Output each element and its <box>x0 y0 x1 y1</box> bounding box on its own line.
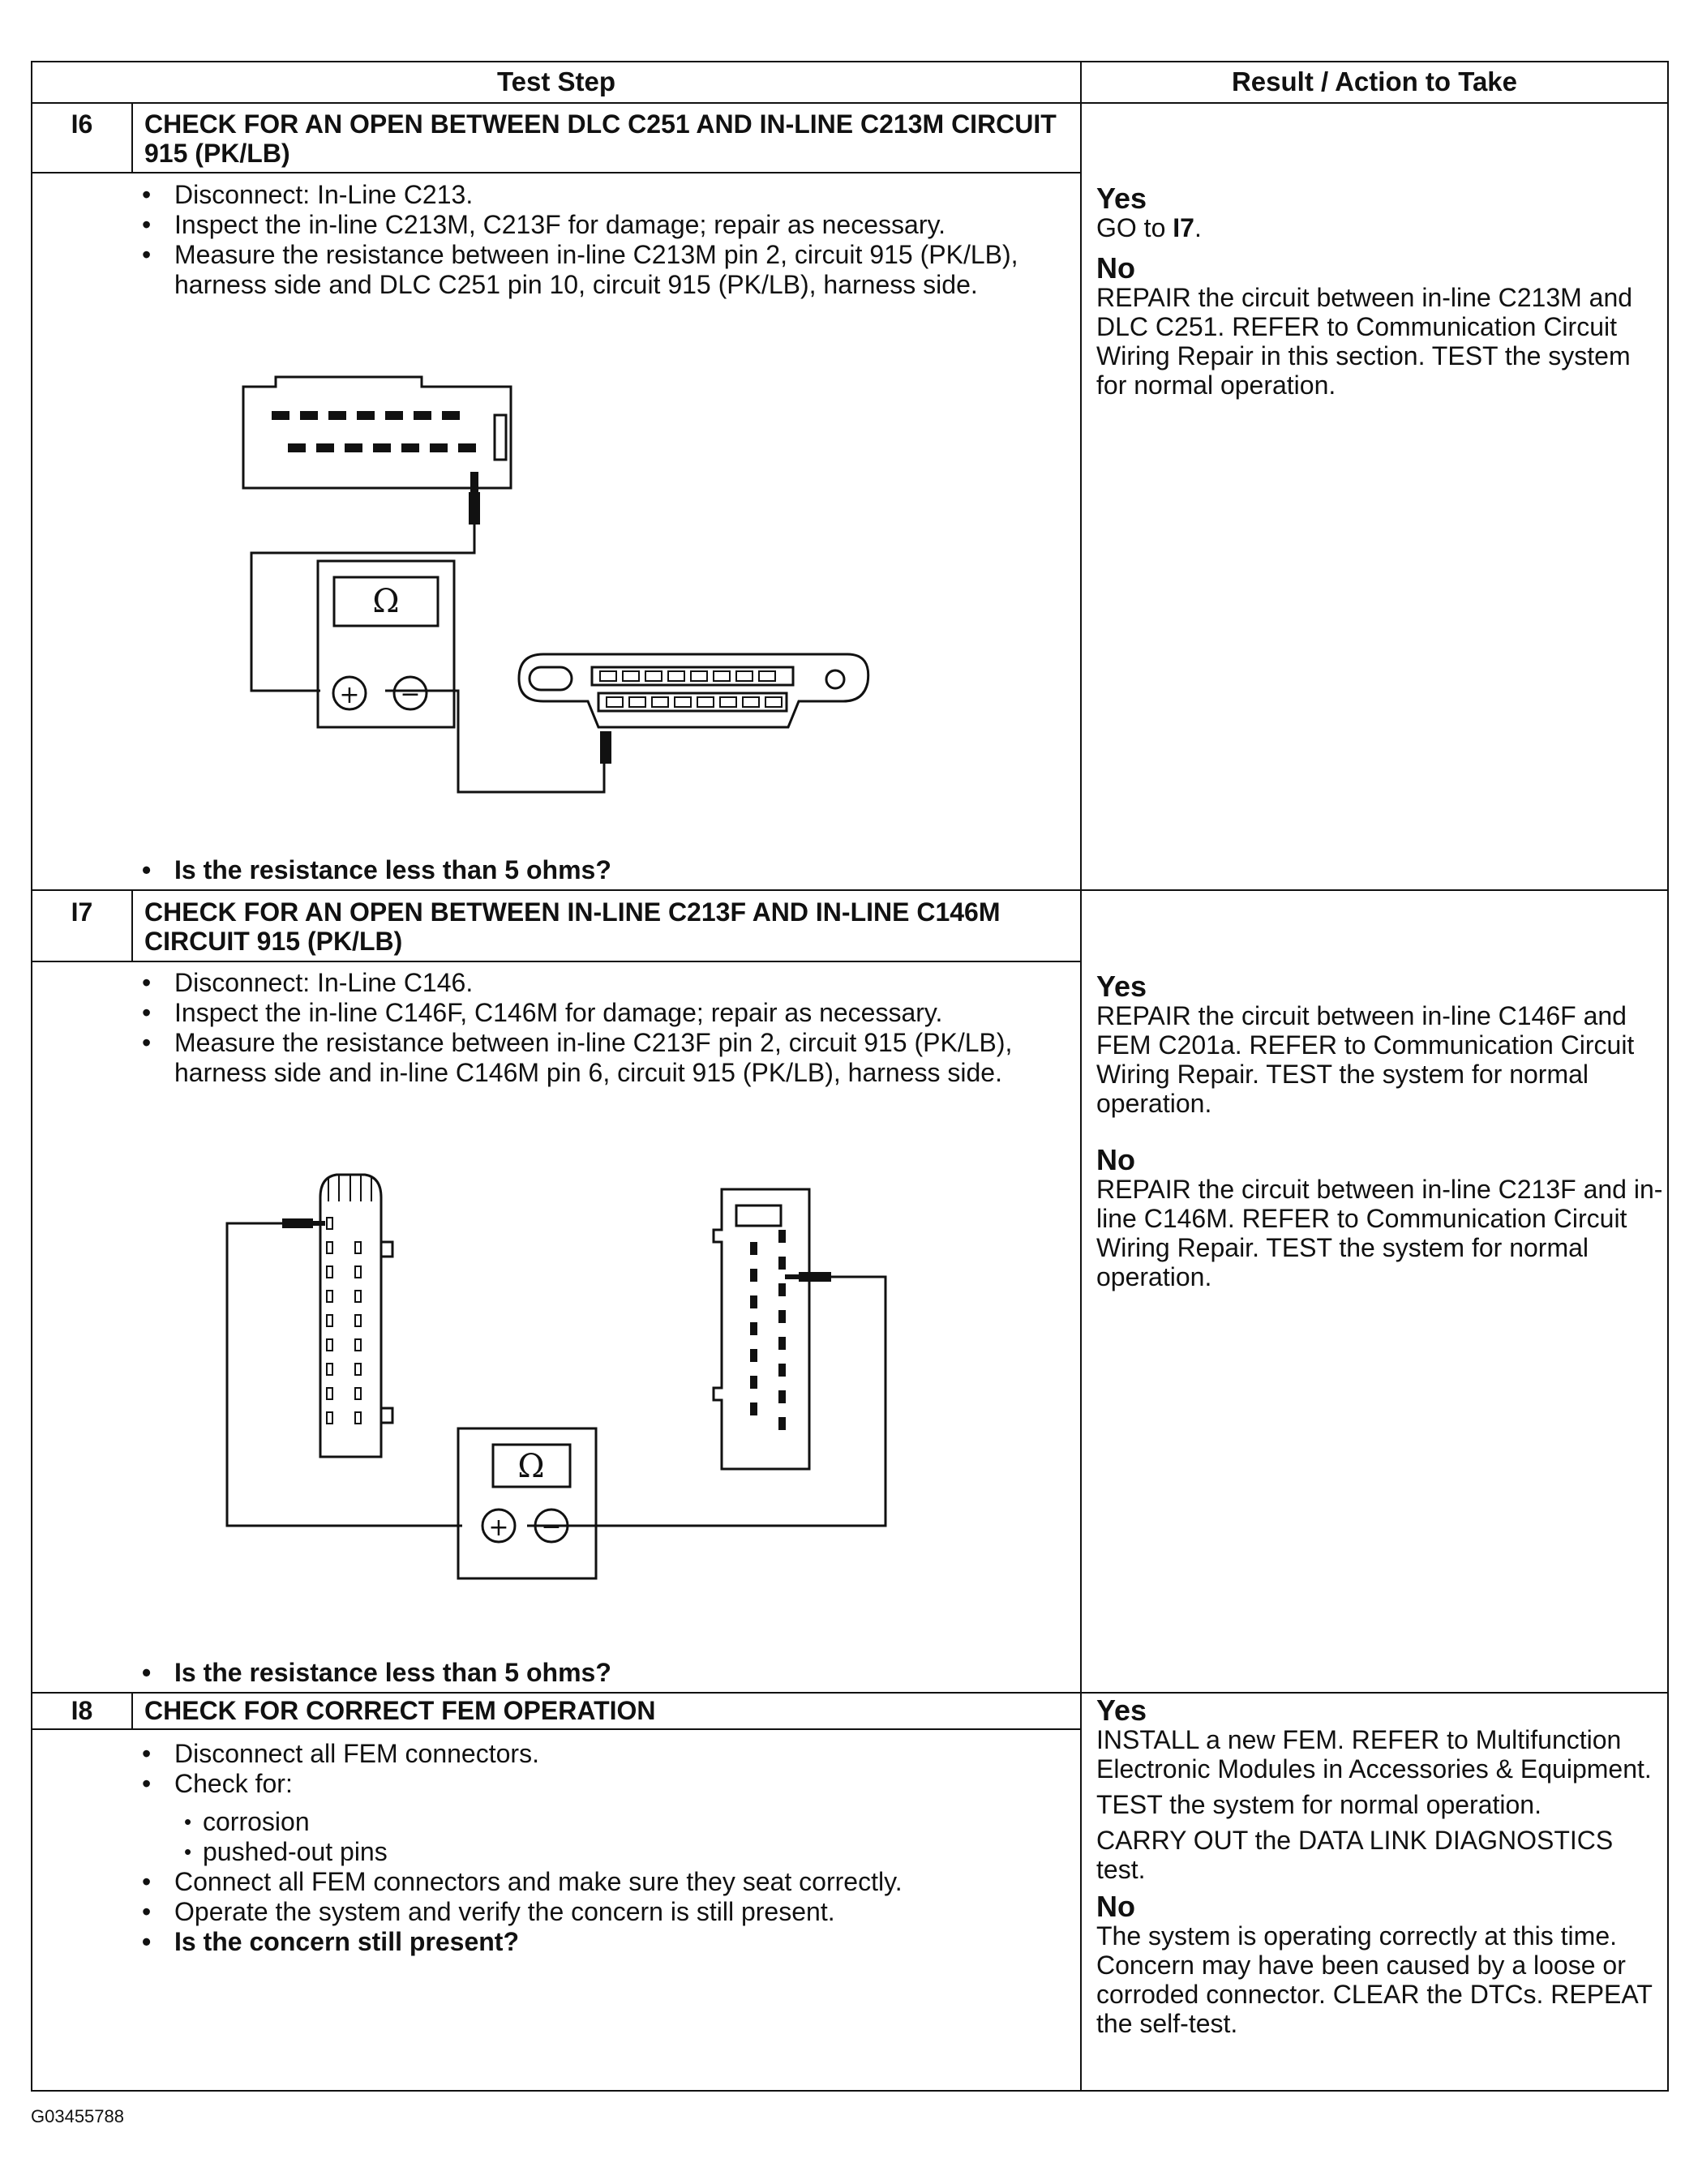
probe <box>799 1272 831 1282</box>
step-id: I6 <box>71 109 93 139</box>
c146m-pins <box>282 1218 831 1430</box>
row-divider <box>32 889 1667 891</box>
yes-action: CARRY OUT the DATA LINK DIAGNOSTICS test. <box>1096 1826 1614 1884</box>
instruction: • Disconnect: In-Line C146. <box>138 968 1111 998</box>
connector-c146m <box>714 1189 809 1469</box>
step-instructions <box>138 1739 1111 1957</box>
no-label: No <box>1096 1143 1135 1176</box>
check-list <box>174 1807 1111 1867</box>
instruction: • Connect all FEM connectors and make sure they seat correctly. <box>138 1867 1111 1897</box>
row-divider <box>32 1728 1080 1730</box>
minus-sign: − <box>400 680 421 709</box>
probe <box>282 1218 313 1228</box>
no-label: No <box>1096 1890 1135 1923</box>
c213m-pins <box>272 411 611 764</box>
id-divider <box>131 1692 133 1728</box>
figure-c213f-c146m-measurement <box>195 1165 924 1668</box>
connector-latch <box>381 1408 392 1423</box>
probe <box>600 731 611 764</box>
diagnostic-table <box>31 61 1669 2092</box>
instruction: • Disconnect: In-Line C213. <box>138 180 1111 210</box>
step-reference-link[interactable]: I7 <box>1173 213 1194 242</box>
row-divider <box>32 102 1667 104</box>
dlc-mount-hole <box>826 670 844 688</box>
step-question: • Is the resistance less than 5 ohms? <box>138 1658 1147 1688</box>
step-title: CHECK FOR AN OPEN BETWEEN DLC C251 AND IN-LINE C213M CIRCUIT 915 (PK/LB) <box>144 109 1057 168</box>
row-divider <box>32 172 1080 173</box>
wire-positive <box>251 516 474 691</box>
instruction <box>138 1769 1111 1867</box>
instruction: • Measure the resistance between in-line C213F pin 2, circuit 915 (PK/LB), harness side and in-line C146M pin 6, circuit 915 (PK/LB), harness side. <box>138 1028 1111 1088</box>
result-i6 <box>1096 184 1664 400</box>
no-action: REPAIR the circuit between in-line C213M and DLC C251. REFER to Communication Circuit Wiring Repair in this section. TEST the system for normal operation. <box>1096 283 1633 400</box>
ohm-symbol: Ω <box>372 583 400 620</box>
step-instructions <box>138 180 1111 300</box>
probe <box>469 492 480 525</box>
step-question: • Is the concern still present? <box>138 1927 1111 1957</box>
yes-action <box>1096 213 1664 242</box>
id-divider <box>131 102 133 172</box>
dlc-mount-slot <box>530 667 572 690</box>
yes-label: Yes <box>1096 182 1147 215</box>
instruction: • Inspect the in-line C146F, C146M for damage; repair as necessary. <box>138 998 1111 1028</box>
wire-positive <box>227 1223 462 1526</box>
yes-label: Yes <box>1096 1694 1147 1727</box>
connector-key <box>736 1205 781 1226</box>
step-id: I8 <box>71 1696 93 1725</box>
result-i8 <box>1096 1696 1664 2038</box>
plus-sign: + <box>488 1514 509 1542</box>
row-divider <box>32 961 1080 962</box>
instruction: • Disconnect all FEM connectors. <box>138 1739 1111 1769</box>
instruction: • Operate the system and verify the concern is still present. <box>138 1897 1111 1927</box>
no-label: No <box>1096 251 1135 285</box>
wire-negative <box>527 1277 885 1526</box>
no-action: REPAIR the circuit between in-line C213F and in-line C146M. REFER to Communication Circuit Wiring Repair. TEST the system for normal operation. <box>1096 1175 1663 1291</box>
step-question: • Is the resistance less than 5 ohms? <box>138 855 1147 885</box>
yes-action: TEST the system for normal operation. <box>1096 1790 1541 1819</box>
step-title: CHECK FOR CORRECT FEM OPERATION <box>144 1696 656 1725</box>
connector-latch <box>381 1242 392 1257</box>
instruction: • Inspect the in-line C213M, C213F for damage; repair as necessary. <box>138 210 1111 240</box>
plus-sign: + <box>339 681 360 709</box>
yes-action: INSTALL a new FEM. REFER to Multifunction Electronic Modules in Accessories & Equipment. <box>1096 1725 1652 1784</box>
figure-dlc-c251-measurement <box>195 370 892 824</box>
ohm-symbol: Ω <box>517 1448 545 1485</box>
row-divider <box>32 1692 1667 1694</box>
instruction: • Measure the resistance between in-line C213M pin 2, circuit 915 (PK/LB), harness side and DLC C251 pin 10, circuit 915 (PK/LB), harness side. <box>138 240 1111 300</box>
header-result-action: Result / Action to Take <box>1231 66 1518 96</box>
figure-code: G03455788 <box>31 2106 124 2126</box>
yes-action: REPAIR the circuit between in-line C146F and FEM C201a. REFER to Communication Circuit Wiring Repair. TEST the system for normal operation. <box>1096 1001 1635 1118</box>
result-i7 <box>1096 972 1664 1291</box>
step-instructions <box>138 968 1111 1088</box>
no-action: The system is operating correctly at this time. Concern may have been caused by a loose or corroded connector. CLEAR the DTCs. REPEAT the self-test. <box>1096 1921 1653 2038</box>
connector-latch <box>495 415 506 460</box>
minus-sign: − <box>541 1513 562 1541</box>
probe-tip <box>312 1221 325 1226</box>
connector-c213m <box>243 377 511 488</box>
check-item: • corrosion <box>174 1807 1111 1837</box>
dlc-pins <box>600 671 782 707</box>
connector-ribs <box>328 1175 371 1201</box>
step-id: I7 <box>71 897 93 927</box>
c213f-pins <box>327 1218 361 1424</box>
step-title: CHECK FOR AN OPEN BETWEEN IN-LINE C213F AND IN-LINE C146M CIRCUIT 915 (PK/LB) <box>144 897 1001 956</box>
yes-action-text: GO to <box>1096 213 1173 242</box>
dlc-c251-connector <box>519 654 868 727</box>
id-divider <box>131 889 133 961</box>
check-item: • pushed-out pins <box>174 1837 1111 1867</box>
probe-tip <box>785 1274 800 1279</box>
yes-label: Yes <box>1096 970 1147 1003</box>
header-test-step: Test Step <box>496 66 616 96</box>
yes-action-suffix: . <box>1194 213 1202 242</box>
instruction-text: Check for: <box>174 1769 293 1798</box>
